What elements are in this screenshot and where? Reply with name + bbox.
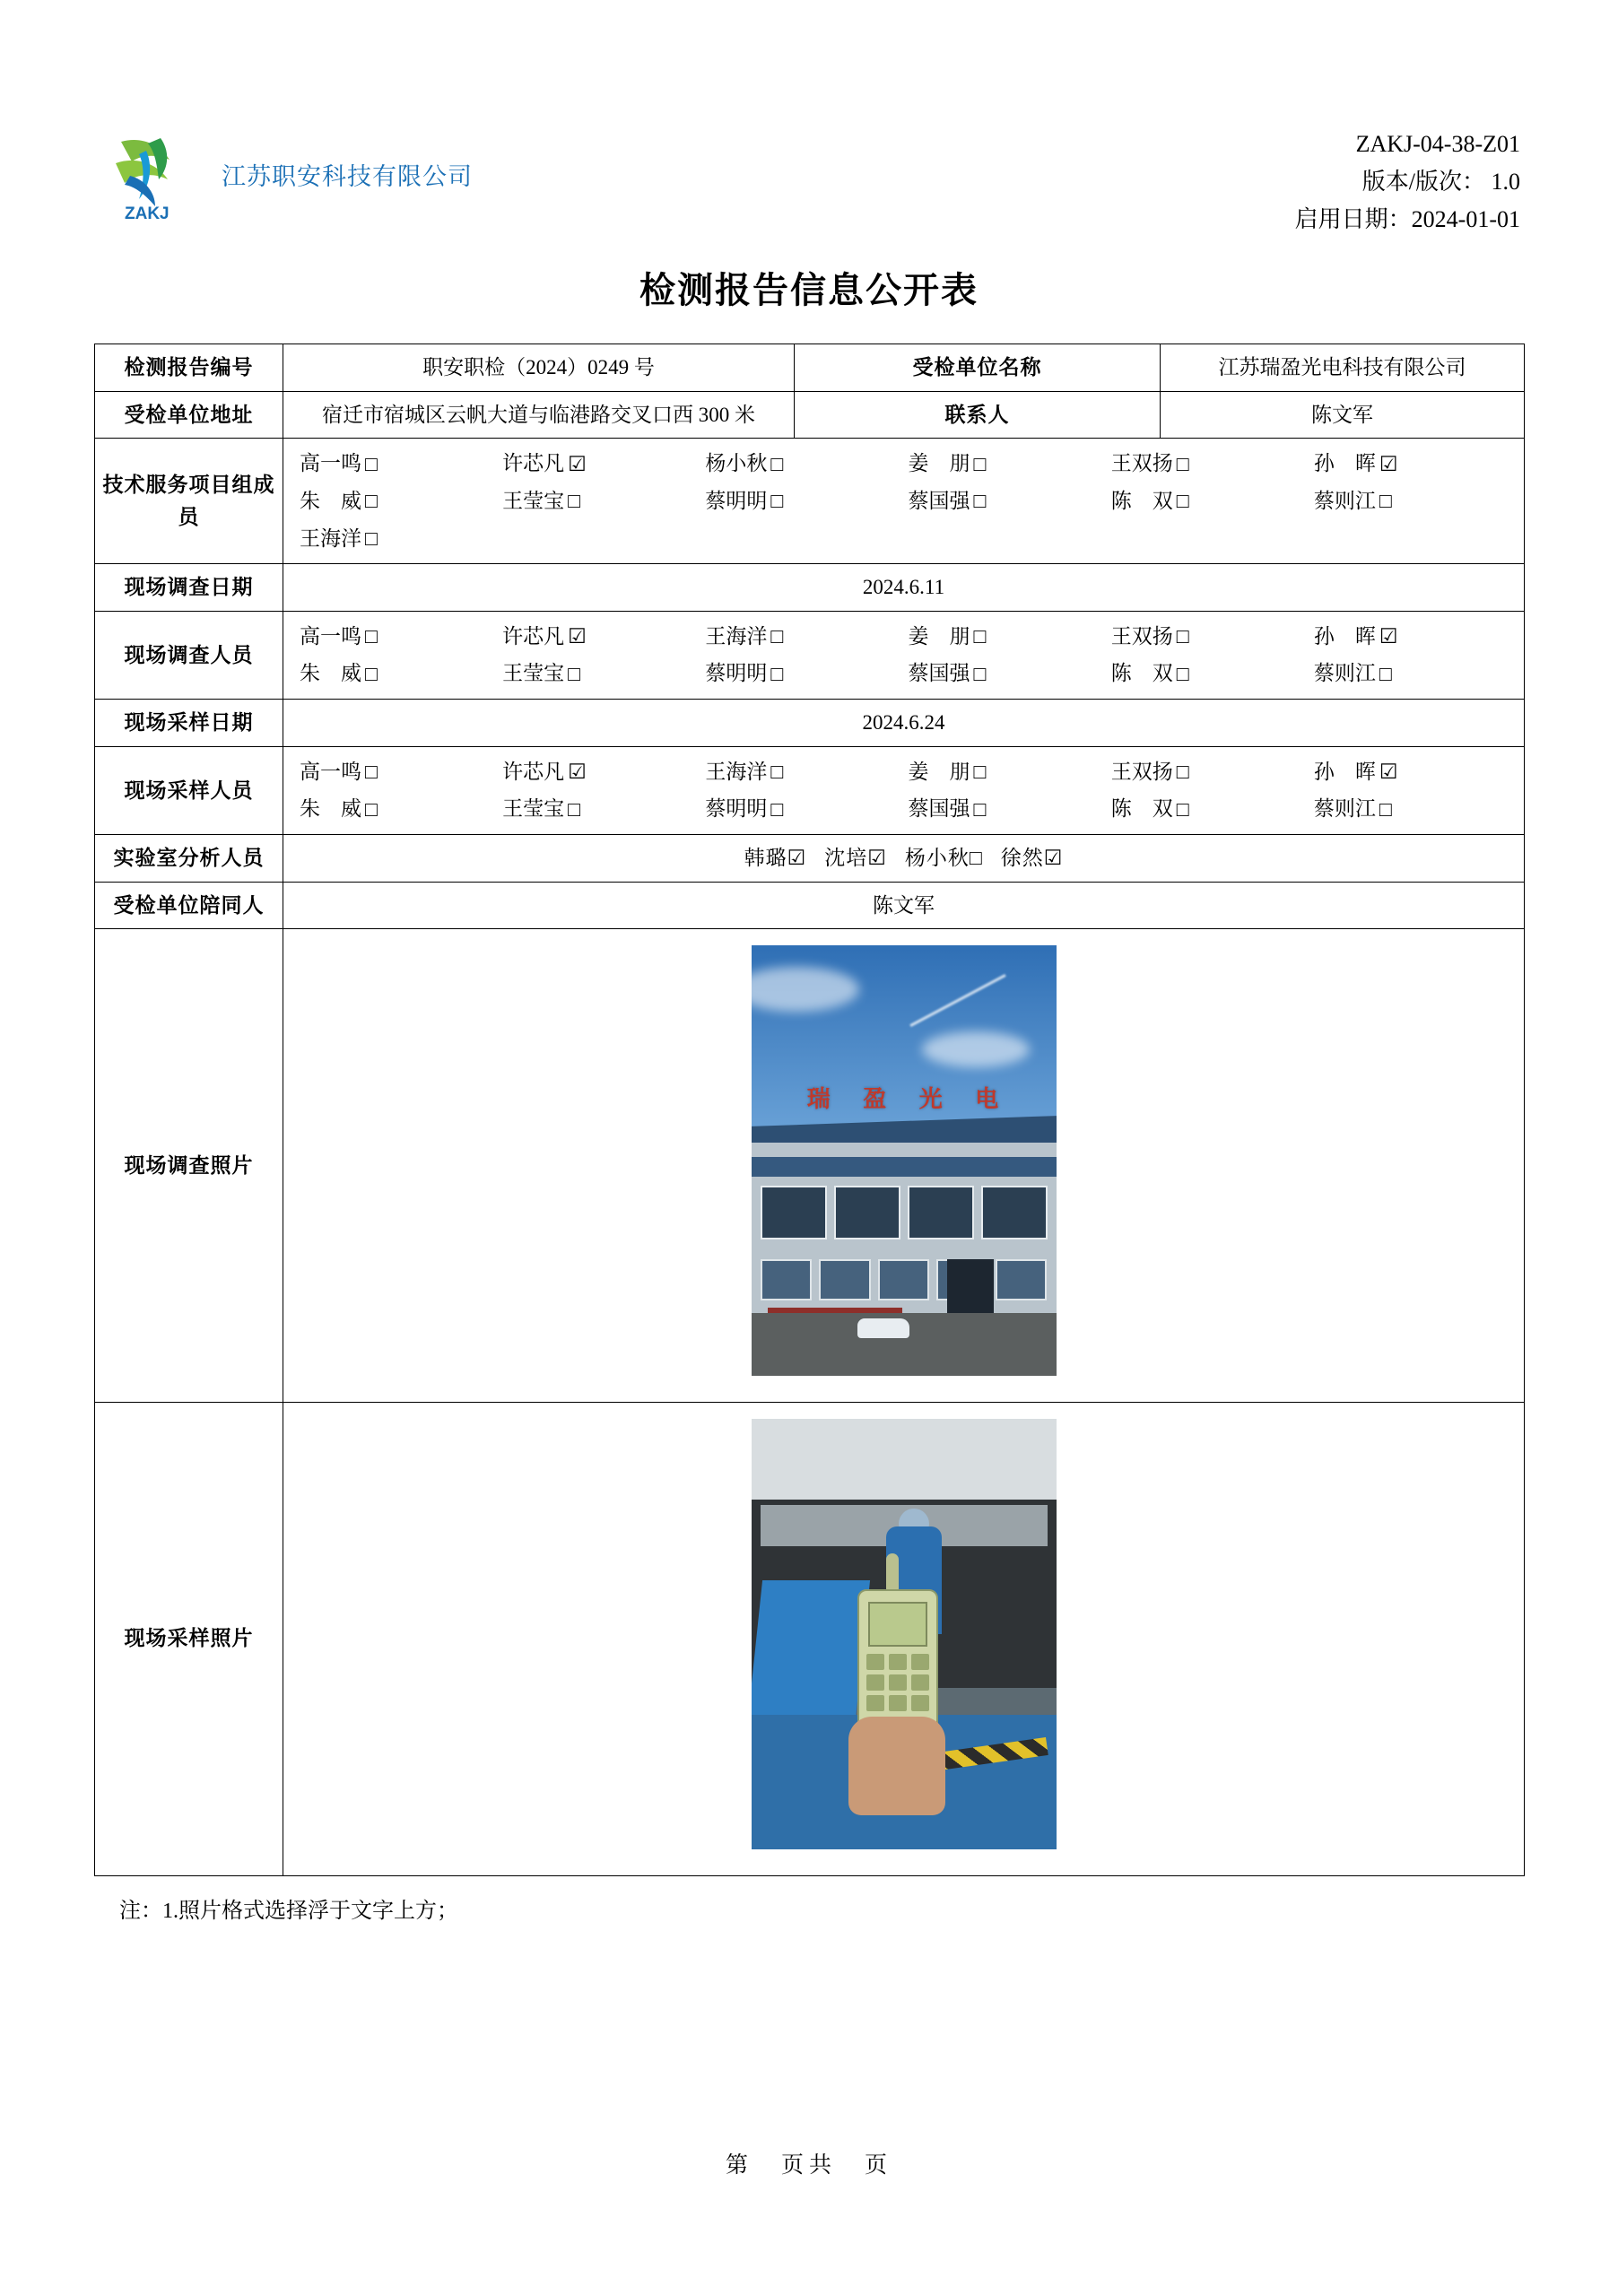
survey-staff-name: 蔡国强: [908, 662, 970, 685]
team-members-grid: [300, 448, 1517, 554]
building-sign: [791, 1082, 1015, 1118]
team-member-name: 姜 朋: [908, 452, 970, 475]
lab-staff-item[interactable]: 杨小秋□: [904, 847, 983, 870]
survey-staff-item[interactable]: [1111, 621, 1314, 653]
survey-date-label: 现场调查日期: [95, 564, 283, 612]
sampling-staff-name: 朱 威: [300, 797, 361, 821]
sampling-date-value: 2024.6.24: [283, 700, 1525, 747]
survey-staff-row: [300, 621, 1517, 653]
sign-char-4: 电: [975, 1086, 999, 1113]
sampling-photo-label: 现场采样照片: [95, 1402, 283, 1875]
spacer: [1314, 523, 1517, 555]
doc-version: 版本/版次： 1.0: [1361, 169, 1520, 196]
survey-staff-item[interactable]: [705, 657, 908, 690]
sampling-staff-name: 孙 晖: [1313, 760, 1376, 783]
logo-text: ZAKJ: [125, 204, 170, 223]
team-member-item[interactable]: [1314, 448, 1517, 480]
survey-date-value: 2024.6.11: [283, 564, 1525, 612]
sampling-photo: [752, 1419, 1057, 1849]
company-name: 江苏职安科技有限公司: [222, 162, 473, 190]
client-value: 江苏瑞盈光电科技有限公司: [1161, 344, 1525, 392]
team-member-checkbox[interactable]: □: [770, 490, 784, 513]
survey-staff-item[interactable]: [300, 657, 502, 690]
sampling-photo-image: [752, 1419, 1057, 1849]
team-member-row: [300, 523, 1517, 555]
client-label: 受检单位名称: [795, 344, 1161, 392]
team-member-row: [300, 485, 1517, 517]
survey-staff-item[interactable]: [1111, 657, 1314, 690]
report-info-table: [94, 344, 1525, 1876]
team-member-name: 王双扬: [1110, 452, 1173, 475]
sampling-staff-name: 王双扬: [1110, 760, 1173, 783]
survey-staff-name: 王海洋: [705, 624, 768, 648]
team-member-row: [300, 448, 1517, 480]
survey-staff-item[interactable]: [909, 657, 1111, 690]
team-member-name: 蔡国强: [908, 489, 970, 512]
sampling-staff-checkbox[interactable]: □: [365, 797, 378, 821]
table-row: [95, 564, 1525, 612]
survey-photo: [752, 945, 1057, 1376]
team-member-item[interactable]: [705, 448, 908, 480]
table-note: 注：1.照片格式选择浮于文字上方；: [119, 1899, 458, 1923]
survey-photo-cell: [283, 929, 1525, 1403]
building-photo-image: [752, 945, 1057, 1376]
table-row: [95, 1402, 1525, 1875]
team-member-item[interactable]: [909, 485, 1111, 517]
lab-label: 实验室分析人员: [95, 835, 283, 883]
survey-staff-checkbox[interactable]: □: [365, 625, 378, 648]
team-member-item[interactable]: [705, 485, 908, 517]
team-member-item[interactable]: [300, 448, 502, 480]
team-member-item[interactable]: [300, 523, 502, 555]
sign-char-2: 盈: [863, 1086, 887, 1113]
team-member-checkbox[interactable]: □: [1176, 490, 1189, 513]
survey-staff-name: 王双扬: [1110, 624, 1173, 648]
team-member-checkbox[interactable]: ☑: [568, 452, 587, 475]
survey-staff-item[interactable]: [705, 621, 908, 653]
sampling-staff-item[interactable]: [300, 756, 502, 788]
escort-label: 受检单位陪同人: [95, 882, 283, 929]
table-row: [95, 700, 1525, 747]
survey-staff-checkbox[interactable]: ☑: [1379, 625, 1398, 648]
spacer: [502, 523, 705, 555]
header-left: [94, 108, 473, 224]
team-member-name: 朱 威: [300, 489, 361, 512]
team-label: 技术服务项目组成员: [95, 439, 283, 564]
survey-staff-row: [300, 657, 1517, 690]
table-row: [95, 929, 1525, 1403]
sampling-staff-item[interactable]: [502, 793, 705, 825]
team-member-checkbox[interactable]: □: [1176, 452, 1189, 475]
survey-staff-name: 高一鸣: [300, 624, 361, 648]
sampling-staff-item[interactable]: [705, 756, 908, 788]
team-member-name: 杨小秋: [705, 452, 768, 475]
table-row: [95, 611, 1525, 699]
sampling-staff-name: 王莹宝: [502, 797, 565, 821]
survey-staff-name: 朱 威: [300, 662, 361, 685]
sampling-staff-name: 许芯凡: [502, 760, 565, 783]
spacer: [909, 523, 1111, 555]
table-row: [95, 391, 1525, 439]
company-logo-icon: [94, 124, 202, 224]
survey-staff-grid: [300, 621, 1517, 690]
survey-staff-checkbox[interactable]: □: [1379, 662, 1392, 685]
sampling-staff-name: 蔡则江: [1313, 797, 1376, 821]
team-member-name: 陈 双: [1110, 489, 1173, 512]
contact-label: 联系人: [795, 391, 1161, 439]
team-member-checkbox[interactable]: □: [365, 526, 378, 550]
sampling-staff-item[interactable]: [705, 793, 908, 825]
lab-staff-item[interactable]: 沈培☑: [824, 847, 887, 870]
sampling-staff-cell: [283, 746, 1525, 834]
sign-char-1: 瑞: [806, 1086, 831, 1113]
lab-staff-item[interactable]: 韩璐☑: [744, 847, 807, 870]
sampling-staff-item[interactable]: [1111, 756, 1314, 788]
sampling-staff-row: [300, 793, 1517, 825]
table-row: [95, 344, 1525, 392]
team-member-checkbox[interactable]: □: [973, 490, 987, 513]
sampling-staff-label: 现场采样人员: [95, 746, 283, 834]
doc-code: ZAKJ-04-38-Z01: [1355, 131, 1520, 157]
survey-staff-item[interactable]: [300, 621, 502, 653]
table-row: [95, 882, 1525, 929]
team-member-item[interactable]: [502, 448, 705, 480]
sampling-staff-name: 王海洋: [705, 760, 768, 783]
table-row: [95, 746, 1525, 834]
team-member-name: 许芯凡: [502, 452, 565, 475]
sampling-staff-name: 蔡明明: [705, 797, 768, 821]
team-member-item[interactable]: [1314, 485, 1517, 517]
table-row: [95, 835, 1525, 883]
sampling-staff-row: [300, 756, 1517, 788]
team-member-item[interactable]: [1111, 485, 1314, 517]
sampling-staff-checkbox[interactable]: □: [365, 761, 378, 784]
report-no-value: 职安职检（2024）0249 号: [283, 344, 795, 392]
contact-value: 陈文军: [1161, 391, 1525, 439]
sampling-staff-item[interactable]: [300, 793, 502, 825]
team-member-item[interactable]: [909, 448, 1111, 480]
survey-staff-name: 孙 晖: [1313, 624, 1376, 648]
report-no-label: 检测报告编号: [95, 344, 283, 392]
sampling-staff-checkbox[interactable]: □: [1379, 797, 1392, 821]
sampling-staff-item[interactable]: [909, 793, 1111, 825]
sampling-staff-item[interactable]: [1314, 793, 1517, 825]
sampling-staff-name: 蔡国强: [908, 797, 970, 821]
lab-staff-item[interactable]: 徐然☑: [1000, 847, 1064, 870]
survey-staff-checkbox[interactable]: □: [568, 662, 581, 685]
survey-photo-label: 现场调查照片: [95, 929, 283, 1403]
sampling-staff-checkbox[interactable]: □: [1176, 761, 1189, 784]
team-member-name: 孙 晖: [1313, 452, 1376, 475]
spacer: [705, 523, 908, 555]
team-member-checkbox[interactable]: □: [365, 452, 378, 475]
sampling-staff-checkbox[interactable]: □: [973, 797, 987, 821]
survey-staff-name: 陈 双: [1110, 662, 1173, 685]
sampling-staff-grid: [300, 756, 1517, 825]
spacer: [1111, 523, 1314, 555]
sampling-staff-item[interactable]: [502, 756, 705, 788]
sampling-staff-checkbox[interactable]: □: [568, 797, 581, 821]
page-title: 检测报告信息公开表: [639, 270, 979, 310]
doc-effective-date: 启用日期：2024-01-01: [1294, 206, 1520, 233]
survey-staff-checkbox[interactable]: ☑: [568, 625, 587, 648]
header-right: [1295, 108, 1524, 239]
sampling-staff-checkbox[interactable]: ☑: [1379, 761, 1398, 784]
survey-staff-item[interactable]: [909, 621, 1111, 653]
survey-staff-label: 现场调查人员: [95, 611, 283, 699]
page-footer: 第 页共 页: [725, 2153, 892, 2178]
sampling-staff-name: 高一鸣: [300, 760, 361, 783]
survey-staff-cell: [283, 611, 1525, 699]
sampling-staff-name: 姜 朋: [908, 760, 970, 783]
team-member-checkbox[interactable]: □: [973, 452, 987, 475]
team-member-checkbox[interactable]: ☑: [1379, 452, 1398, 475]
survey-staff-checkbox[interactable]: □: [770, 662, 784, 685]
table-row: [95, 439, 1525, 564]
survey-staff-checkbox[interactable]: □: [770, 625, 784, 648]
sampling-staff-item[interactable]: [909, 756, 1111, 788]
sampling-staff-item[interactable]: [1111, 793, 1314, 825]
team-member-name: 蔡则江: [1313, 489, 1376, 512]
survey-staff-checkbox[interactable]: □: [1176, 662, 1189, 685]
sampling-staff-checkbox[interactable]: □: [1176, 797, 1189, 821]
page-header: [94, 108, 1524, 233]
survey-staff-item[interactable]: [1314, 657, 1517, 690]
escort-value: 陈文军: [283, 882, 1525, 929]
sampling-staff-checkbox[interactable]: □: [973, 761, 987, 784]
team-member-name: 高一鸣: [300, 452, 361, 475]
sign-char-3: 光: [918, 1086, 943, 1113]
team-member-item[interactable]: [1111, 448, 1314, 480]
team-member-checkbox[interactable]: □: [1379, 490, 1392, 513]
address-label: 受检单位地址: [95, 391, 283, 439]
lab-staff-cell: [283, 835, 1525, 883]
sampling-photo-cell: [283, 1402, 1525, 1875]
sampling-staff-checkbox[interactable]: □: [770, 797, 784, 821]
survey-staff-name: 蔡则江: [1313, 662, 1376, 685]
survey-staff-checkbox[interactable]: □: [973, 625, 987, 648]
team-member-checkbox[interactable]: □: [568, 490, 581, 513]
sampling-staff-name: 陈 双: [1110, 797, 1173, 821]
team-member-name: 王海洋: [300, 526, 361, 550]
survey-staff-name: 姜 朋: [908, 624, 970, 648]
team-member-name: 王莹宝: [502, 489, 565, 512]
survey-staff-name: 王莹宝: [502, 662, 565, 685]
survey-staff-item[interactable]: [502, 621, 705, 653]
address-value: 宿迁市宿城区云帆大道与临港路交叉口西 300 米: [283, 391, 795, 439]
team-member-checkbox[interactable]: □: [770, 452, 784, 475]
survey-staff-item[interactable]: [1314, 621, 1517, 653]
sampling-staff-checkbox[interactable]: ☑: [568, 761, 587, 784]
team-member-item[interactable]: [300, 485, 502, 517]
survey-staff-item[interactable]: [502, 657, 705, 690]
sampling-staff-item[interactable]: [1314, 756, 1517, 788]
sampling-staff-checkbox[interactable]: □: [770, 761, 784, 784]
survey-staff-checkbox[interactable]: □: [365, 662, 378, 685]
survey-staff-checkbox[interactable]: □: [973, 662, 987, 685]
sampling-date-label: 现场采样日期: [95, 700, 283, 747]
survey-staff-checkbox[interactable]: □: [1176, 625, 1189, 648]
survey-staff-name: 蔡明明: [705, 662, 768, 685]
team-member-name: 蔡明明: [705, 489, 768, 512]
team-members-cell: [283, 439, 1525, 564]
survey-staff-name: 许芯凡: [502, 624, 565, 648]
team-member-item[interactable]: [502, 485, 705, 517]
team-member-checkbox[interactable]: □: [365, 490, 378, 513]
